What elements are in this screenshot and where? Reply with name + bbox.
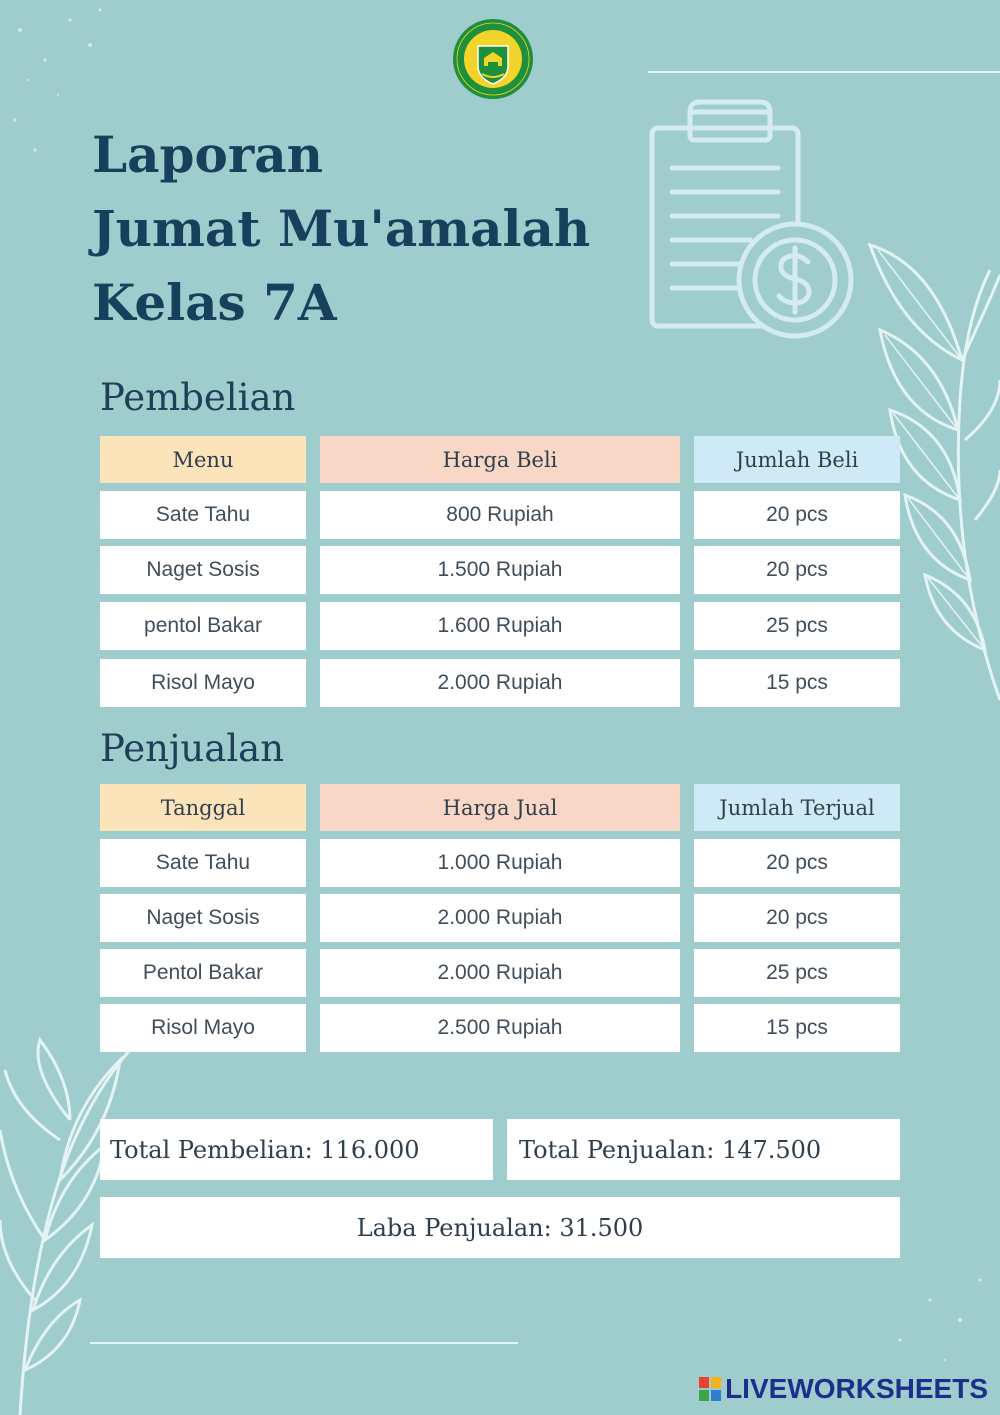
penjualan-cell-jumlah: 25 pcs xyxy=(694,949,900,997)
penjualan-cell-menu: Sate Tahu xyxy=(100,839,306,887)
title-line-3: Kelas 7A xyxy=(92,273,337,332)
pembelian-cell-jumlah: 20 pcs xyxy=(694,491,900,539)
penjualan-cell-jumlah: 20 pcs xyxy=(694,894,900,942)
pembelian-cell-jumlah: 25 pcs xyxy=(694,602,900,650)
penjualan-cell-harga: 1.000 Rupiah xyxy=(320,839,680,887)
school-logo xyxy=(452,18,534,100)
laba-penjualan-box xyxy=(100,1197,900,1258)
clipboard-dollar-icon xyxy=(652,102,851,336)
pembelian-cell-menu: pentol Bakar xyxy=(100,602,306,650)
pembelian-header-harga: Harga Beli xyxy=(320,436,680,483)
pembelian-header-menu: Menu xyxy=(100,436,306,483)
page-title xyxy=(92,118,590,340)
watermark-text: LIVEWORKSHEETS xyxy=(725,1373,988,1404)
penjualan-cell-jumlah: 20 pcs xyxy=(694,839,900,887)
penjualan-cell-harga: 2.000 Rupiah xyxy=(320,949,680,997)
total-penjualan-text: Total Penjualan: 147.500 xyxy=(519,1135,822,1164)
pembelian-cell-menu: Risol Mayo xyxy=(100,659,306,707)
laba-penjualan-text: Laba Penjualan: 31.500 xyxy=(356,1213,644,1242)
pembelian-cell-harga: 1.500 Rupiah xyxy=(320,546,680,594)
pembelian-cell-jumlah: 15 pcs xyxy=(694,659,900,707)
penjualan-cell-menu: Naget Sosis xyxy=(100,894,306,942)
penjualan-header-tanggal: Tanggal xyxy=(100,784,306,831)
penjualan-cell-harga: 2.000 Rupiah xyxy=(320,894,680,942)
penjualan-cell-jumlah: 15 pcs xyxy=(694,1004,900,1052)
total-pembelian-text: Total Pembelian: 116.000 xyxy=(110,1135,420,1164)
pembelian-cell-menu: Naget Sosis xyxy=(100,546,306,594)
pembelian-cell-harga: 1.600 Rupiah xyxy=(320,602,680,650)
pembelian-heading: Pembelian xyxy=(100,376,296,419)
title-line-2: Jumat Mu'amalah xyxy=(92,199,591,258)
pembelian-cell-harga: 800 Rupiah xyxy=(320,491,680,539)
penjualan-cell-menu: Pentol Bakar xyxy=(100,949,306,997)
pembelian-header-jumlah: Jumlah Beli xyxy=(694,436,900,483)
pembelian-cell-menu: Sate Tahu xyxy=(100,491,306,539)
penjualan-cell-menu: Risol Mayo xyxy=(100,1004,306,1052)
total-penjualan-box xyxy=(507,1119,900,1180)
title-line-1: Laporan xyxy=(92,125,323,184)
total-pembelian-box xyxy=(100,1119,493,1180)
penjualan-header-harga: Harga Jual xyxy=(320,784,680,831)
liveworksheets-logo-icon xyxy=(699,1377,721,1401)
penjualan-header-jumlah: Jumlah Terjual xyxy=(694,784,900,831)
pembelian-cell-harga: 2.000 Rupiah xyxy=(320,659,680,707)
penjualan-cell-harga: 2.500 Rupiah xyxy=(320,1004,680,1052)
penjualan-heading: Penjualan xyxy=(100,727,285,770)
pembelian-cell-jumlah: 20 pcs xyxy=(694,546,900,594)
liveworksheets-watermark xyxy=(699,1373,988,1405)
